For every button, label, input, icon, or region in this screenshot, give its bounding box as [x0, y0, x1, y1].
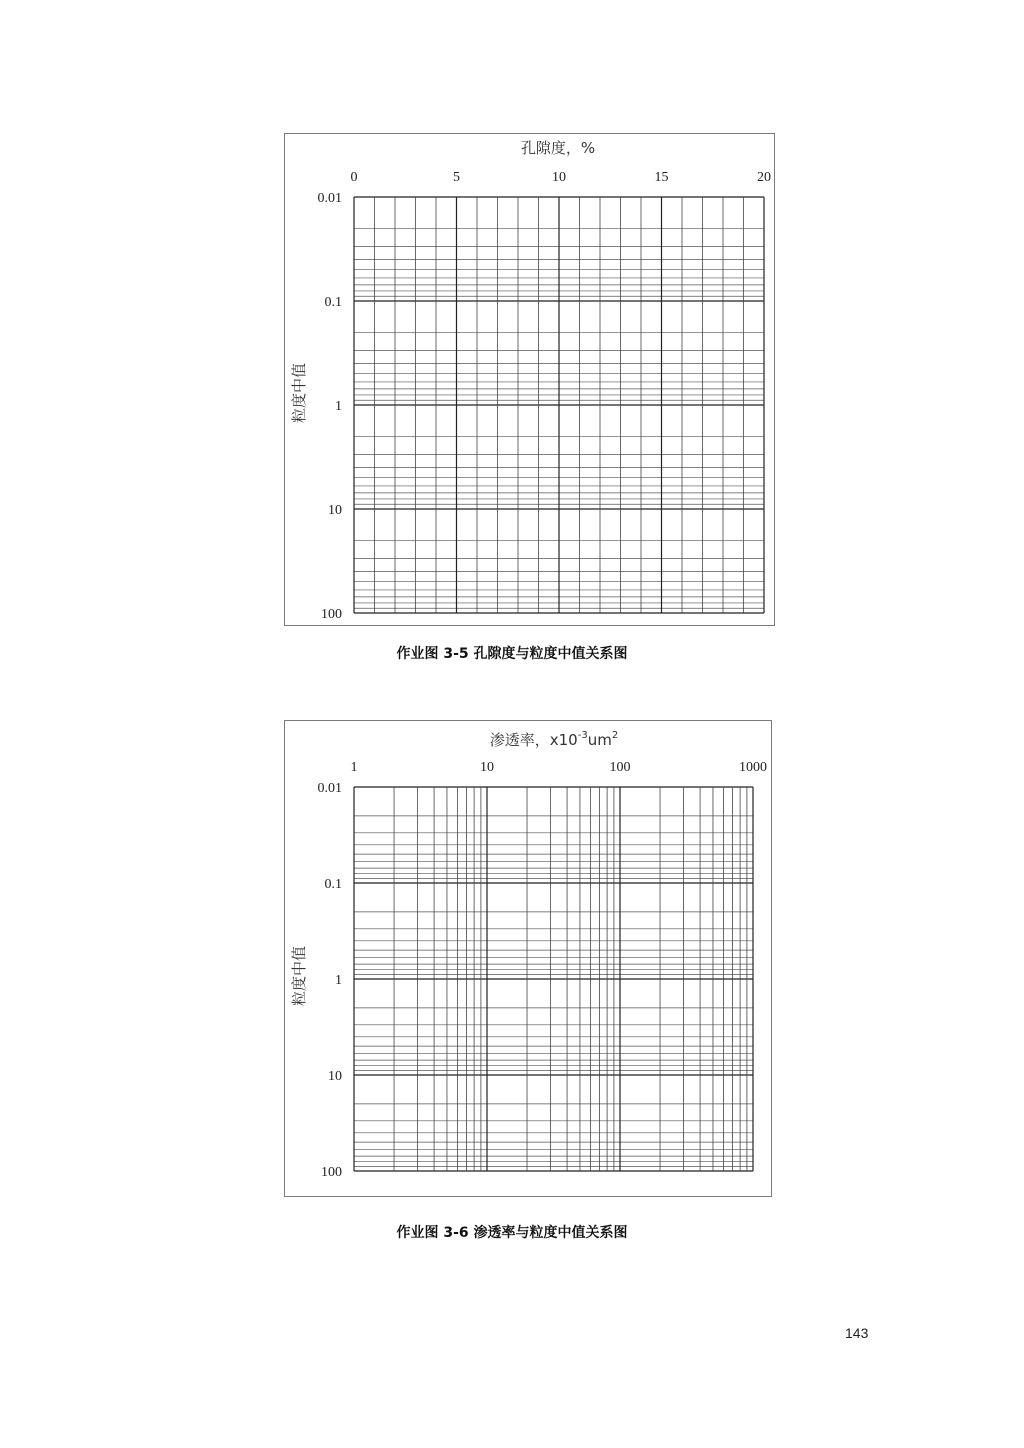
- y-tick-label: 0.1: [324, 295, 342, 310]
- chart-2-y-axis-title: 粒度中值: [290, 945, 308, 1007]
- y-tick-label: 0.01: [317, 191, 342, 206]
- x-tick-label: 100: [609, 760, 631, 775]
- chart-1-y-axis-title: 粒度中值: [290, 362, 308, 424]
- chart-1-x-axis-title: 孔隙度，%: [520, 139, 596, 157]
- chart-2-y-tick-labels: [318, 781, 343, 1180]
- chart-2-grid: [354, 787, 753, 1171]
- y-tick-label: 1: [335, 399, 342, 414]
- chart-2-x-axis-title-exponent: -3: [577, 730, 588, 741]
- x-tick-label: 15: [654, 170, 669, 185]
- y-tick-label: 10: [328, 503, 342, 518]
- chart-2-x-axis-title-unit-exponent: 2: [611, 730, 619, 741]
- chart-2-x-axis-title: [490, 730, 618, 749]
- page-number: 143: [845, 1325, 869, 1341]
- x-tick-label: 20: [757, 170, 771, 185]
- y-tick-label: 0.01: [317, 781, 342, 796]
- y-tick-label: 100: [321, 1165, 342, 1180]
- chart-1-caption: 作业图 3-5 孔隙度与粒度中值关系图: [396, 646, 628, 662]
- y-tick-label: 10: [328, 1069, 342, 1084]
- chart-2-caption: 作业图 3-6 渗透率与粒度中值关系图: [396, 1225, 628, 1241]
- x-tick-label: 1: [350, 760, 358, 775]
- y-tick-label: 1: [335, 973, 342, 988]
- x-tick-label: 10: [480, 760, 494, 775]
- y-tick-label: 100: [321, 607, 342, 622]
- x-tick-label: 10: [552, 170, 566, 185]
- chart-2-x-axis-title-unit: um: [587, 731, 612, 749]
- x-tick-label: 5: [453, 170, 460, 185]
- x-tick-label: 1000: [739, 760, 767, 775]
- chart-2-x-tick-labels: [351, 760, 768, 775]
- y-tick-label: 0.1: [324, 877, 342, 892]
- x-tick-label: 0: [350, 170, 358, 185]
- chart-2-x-axis-title-main: 渗透率，x10: [489, 731, 578, 749]
